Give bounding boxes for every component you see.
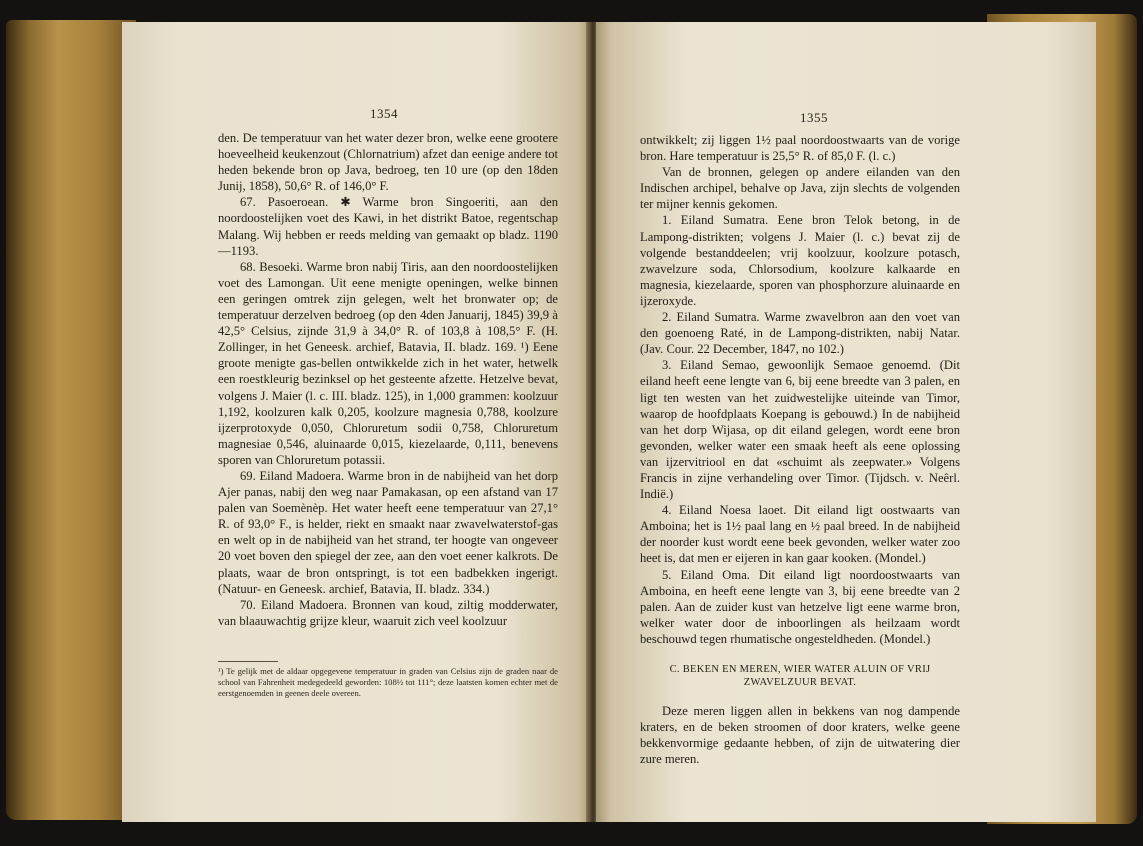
paragraph: 1. Eiland Sumatra. Eene bron Telok betong, in de Lampong-distrikten; volgens J. Maier (l. c.) bevat zij de volgende bestanddeelen; vrij koolzuur, koolzure potasch, zwavelzure soda, Chlorsodium, koolzure kalkaarde en magnesia, kiezelaarde, sporen van phosphorzure aluinaarde en ijzeroxyde. [640,213,960,308]
paragraph: 4. Eiland Noesa laoet. Dit eiland ligt oostwaarts van Amboina; het is 1½ paal lang en ½ paal breed. In de nabijheid der noorder kust wordt eene beek gevonden, welker water zoo heet is, dat men er eijeren in kan gaar kooken. (Mondel.) [640,503,960,566]
paragraph: Van de bronnen, gelegen op andere eilanden van den Indischen archipel, behalve op Java, zijn slechts de volgenden ter mijner kennis gekomen. [640,165,960,212]
paragraph: den. De temperatuur van het water dezer bron, welke eene grootere hoeveelheid keukenzout (Chlornatrium) afzet dan eenige andere tot heden bekende bron op Java, bedroeg, ten 10 ure (op den 18den Junij, 1858), 50,6° R. of 146,0° F. [218,131,558,194]
book-edge-left [6,20,136,820]
footnote: ¹) Te gelijk met de aldaar opgegevene temperatuur in graden van Celsius zijn de graden naar de school van Fahrenheit medegedeeld geworden: 108½ tot 111°; deze laatsten komen echter met de eerstgenoemden in geenen deele overeen. [218,666,558,698]
paragraph: 70. Eiland Madoera. Bronnen van koud, ziltig modderwater, van blaauwachtig grijze kleur, waaruit zich veel koolzuur [218,597,558,628]
right-page-body [640,132,960,767]
page-number-right: 1355 [800,110,828,125]
section-heading: C. BEKEN EN MEREN, WIER WATER ALUIN OF VRIJ ZWAVELZUUR BEVAT. [669,664,931,688]
paragraph: 68. Besoeki. Warme bron nabij Tiris, aan den noordoostelijken voet des Lamongan. Uit eene menigte openingen, welke binnen een geringen omtrek zijn gelegen, welt het bronwater op; de temperatuur derzelven bedroeg (op den 4den Januarij, 1845) 39,9 à 42,5° Celsius, zijnde 31,9 à 34,0° R. of 103,8 à 108,5° F. (H. Zollinger, in het Geneesk. archief, Batavia, II. bladz. 169. ¹) Eene groote menigte gas-bellen ontwikkelde zich in het water, hetwelk een roestkleurig bezinksel op het gesteente afzette. Hetzelve bevat, volgens J. Maier (l. c. III. bladz. 125), in 1,000 grammen: koolzuur 1,192, koolzuren kalk 0,205, koolzure magnesia 0,788, koolzure ijzerprotoxyde 0,050, Chloruretum sodii 0,758, Chloruretum magnesiae 0,546, aluinaarde 0,015, kiezelaarde, 0,111, benevens sporen van Chloruretum potassii. [218,259,558,467]
left-page [122,22,592,822]
paragraph: 69. Eiland Madoera. Warme bron in de nabijheid van het dorp Ajer panas, nabij den weg naar Pamakasan, op een afstand van 17 palen van Soemènèp. Het water heeft eene temperatuur van 27,1° R. of 93,0° F., is helder, riekt en smaakt naar zwavelwaterstof-gas en welt op in de nabijheid van het strand, ter hoogte van ongeveer 20 voet boven den spiegel der zee, aan den voet eener kalkrots. De plaats, waar de bron ontspringt, is tot een badbekken ingerigt. (Natuur- en Geneesk. archief, Batavia, II. bladz. 334.) [218,468,558,596]
paragraph: ontwikkelt; zij liggen 1½ paal noordoostwaarts van de vorige bron. Hare temperatuur is 25,5° R. of 85,0 F. (l. c.) [640,133,960,164]
paragraph: 5. Eiland Oma. Dit eiland ligt noordoostwaarts van Amboina, en heeft eene lengte van 3, bij eene breedte van 2 palen. Aan de zuider kust van hetzelve ligt eene warme bron, welker water door de inboorlingen als heilzaam wordt beschouwd tegen rhumatische ongesteldheden. (Mondel.) [640,567,960,646]
footnote-rule [218,661,278,662]
page-number-left: 1354 [370,106,398,121]
paragraph: 2. Eiland Sumatra. Warme zwavelbron aan den voet van den goenoeng Raté, in de Lampong-distrikten, nabij Natar. (Jav. Cour. 22 December, 1847, no 102.) [640,310,960,357]
right-page [596,22,1096,822]
paragraph: 3. Eiland Semao, gewoonlijk Semaoe genoemd. (Dit eiland heeft eene lengte van 6, bij eene breedte van 3 palen, en ligt ten westen van het zuidwestelijke uiteinde van Timor, waarop de hoofdplaats Koepang is gebouwd.) In de nabijheid van het dorp Wijasa, op dit eiland gelegen, wordt eene bron gevonden, welker water een smaak heeft als eene oplossing van ijzervitriool en dat «schuimt als zeepwater.» Volgens Francis in zijne verhandeling over Timor. (Tijdsch. v. Neêrl. Indië.) [640,358,960,502]
left-page-body [218,130,558,629]
paragraph: 67. Pasoeroean. ✱ Warme bron Singoeriti, aan den noordoostelijken voet des Kawi, in het distrikt Batoe, regentschap Malang. Wij hebben er reeds melding van gemaakt op bladz. 1190—1193. [218,195,558,258]
paragraph: Deze meren liggen allen in bekkens van nog dampende kraters, en de beken stroomen of door kraters, welke geene bekkenvormige gedaante hebben, of zijn de uitwatering dier zure meren. [640,704,960,767]
